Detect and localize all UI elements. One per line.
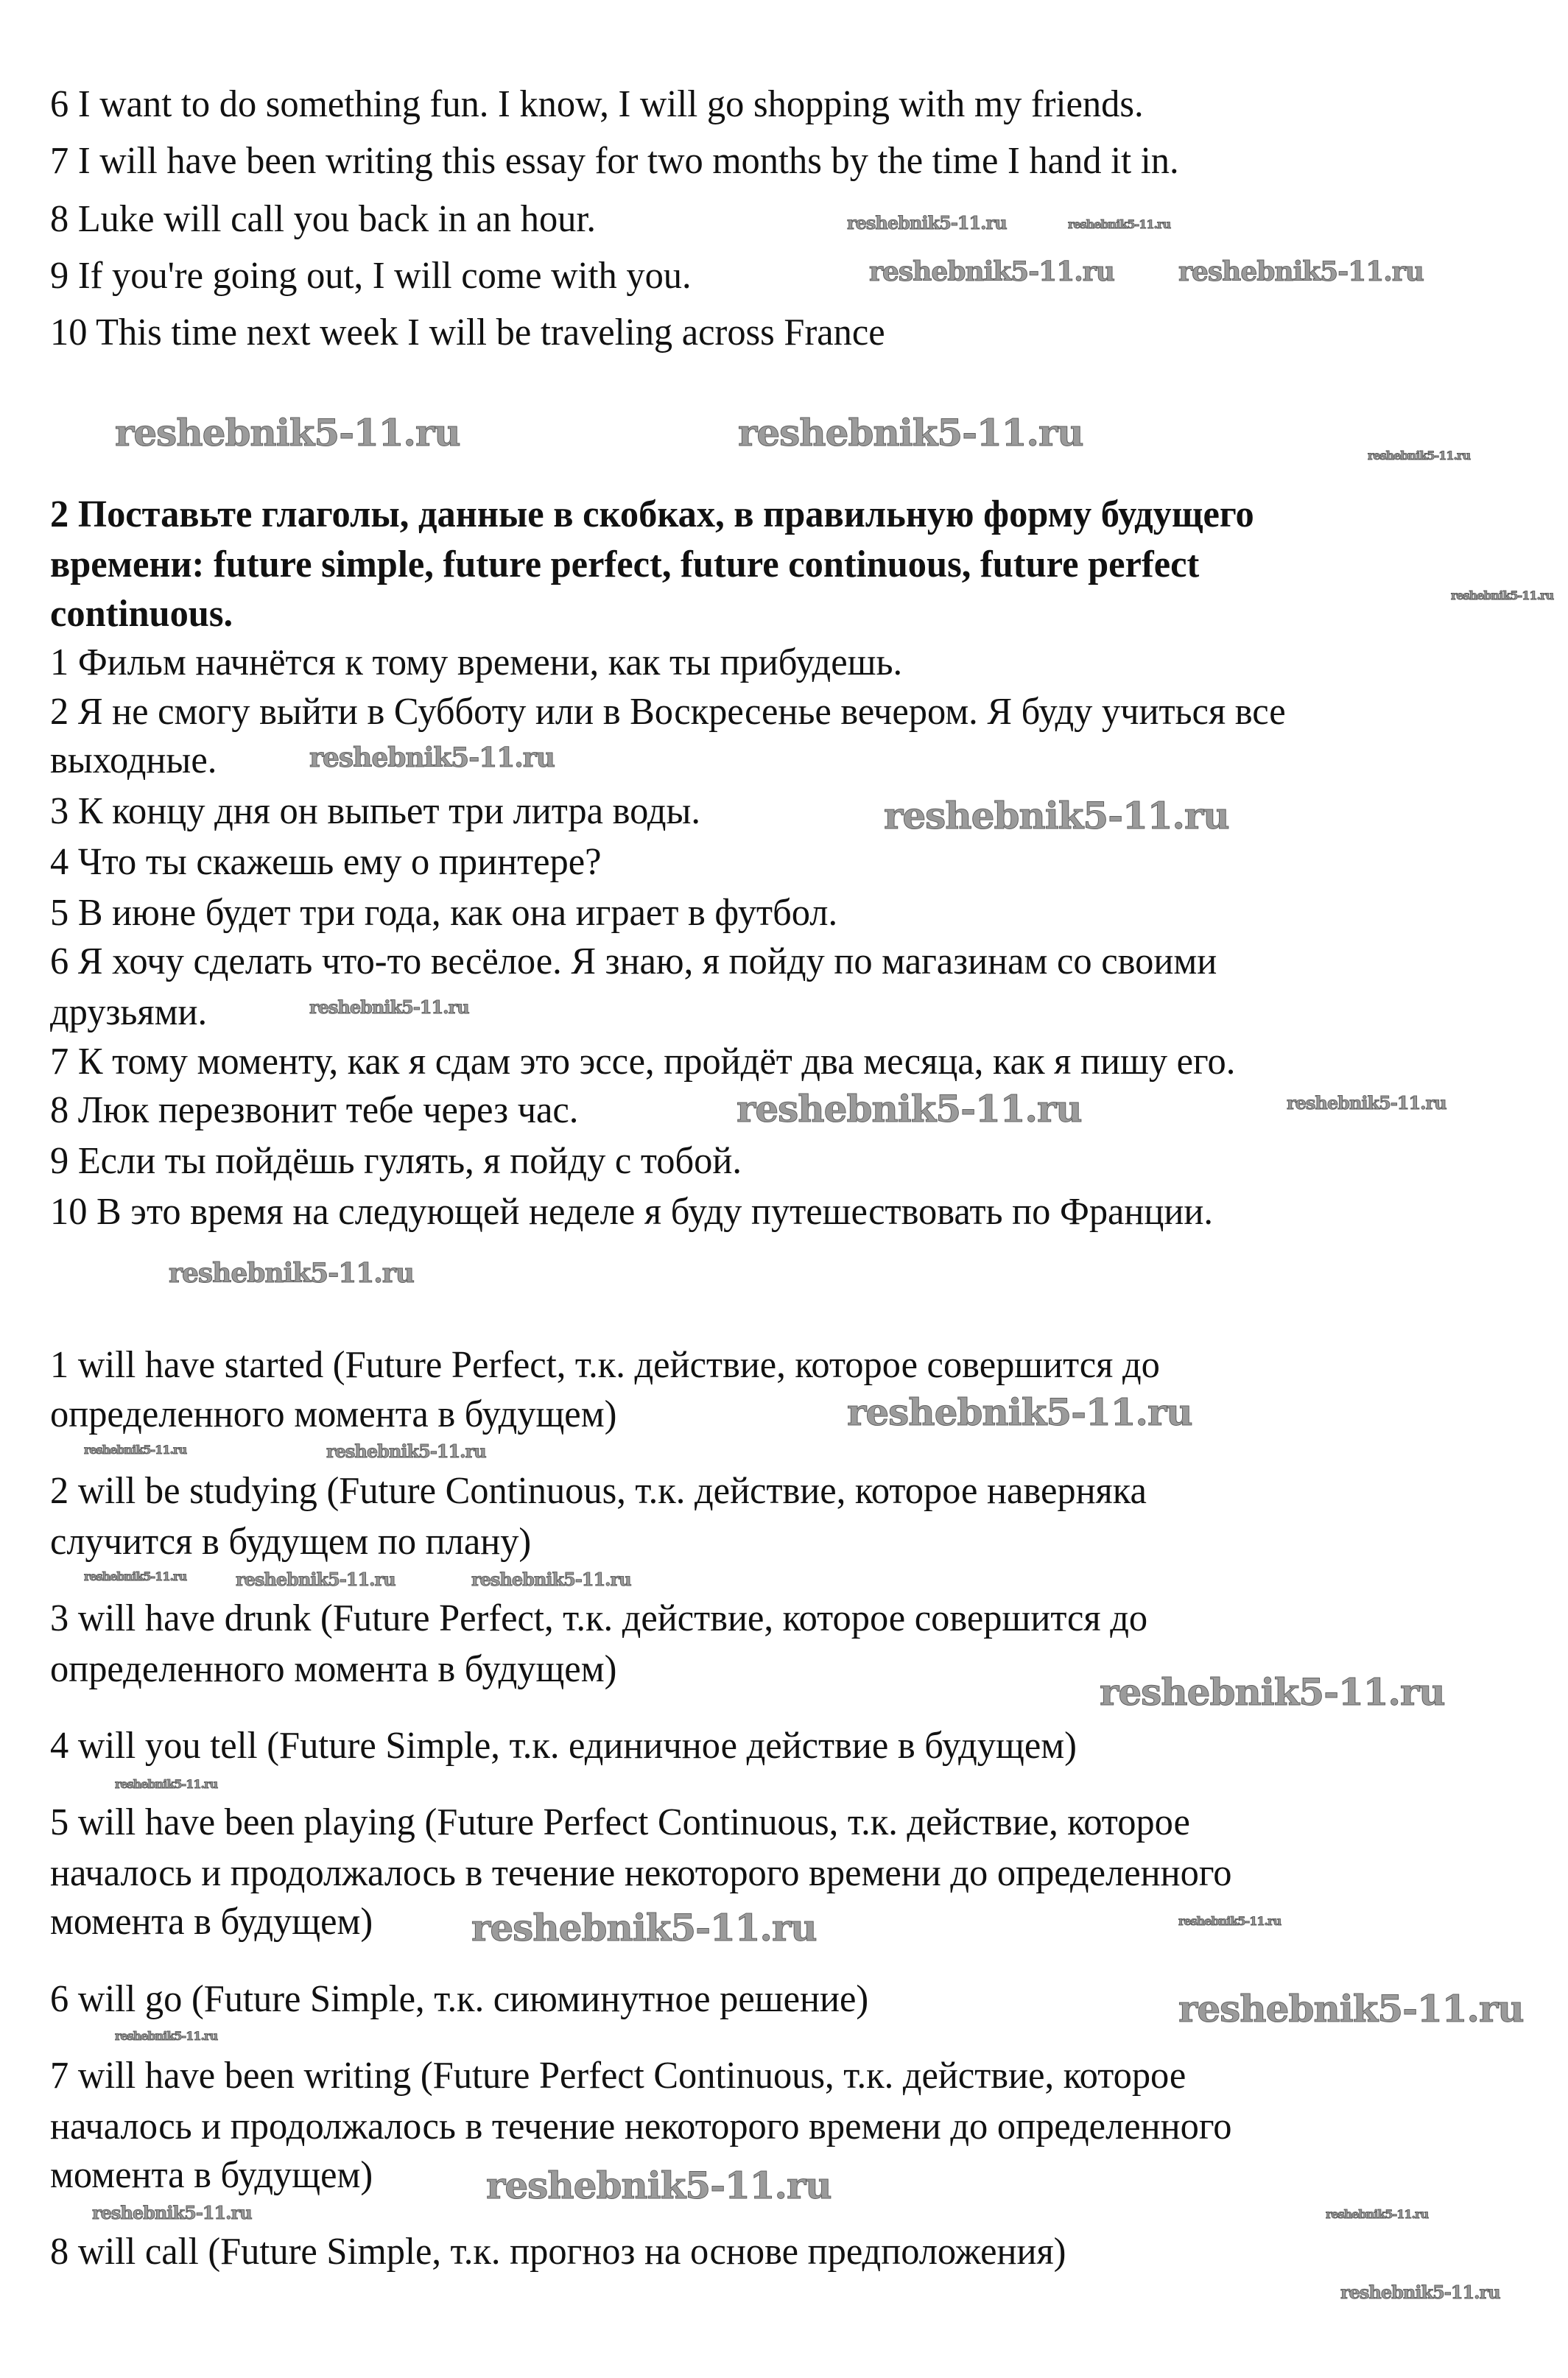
task-line: 1 Фильм начнётся к тому времени, как ты прибудешь.: [50, 641, 903, 683]
sentence-line: 6 I want to do something fun. I know, I will go shopping with my friends.: [50, 83, 1144, 125]
answer-line: случится в будущем по плану): [50, 1521, 532, 1563]
answer-line: определенного момента в будущем): [50, 1393, 617, 1435]
answer-line: 2 will be studying (Future Continuous, т.к. действие, которое наверняка: [50, 1470, 1147, 1512]
watermark: reshebnik5-11.ru: [847, 1390, 1192, 1434]
watermark: reshebnik5-11.ru: [309, 742, 555, 773]
task-line: 8 Люк перезвонит тебе через час.: [50, 1089, 579, 1131]
sentence-line: 10 This time next week I will be traveling across France: [50, 312, 885, 353]
watermark: reshebnik5-11.ru: [486, 2164, 832, 2207]
watermark: reshebnik5-11.ru: [1178, 256, 1424, 287]
answer-line: 3 will have drunk (Future Perfect, т.к. действие, которое совершится до: [50, 1597, 1148, 1639]
watermark: reshebnik5-11.ru: [1178, 1914, 1282, 1928]
watermark: reshebnik5-11.ru: [236, 1569, 395, 1590]
answer-line: 4 will you tell (Future Simple, т.к. единичное действие в будущем): [50, 1725, 1077, 1767]
watermark: reshebnik5-11.ru: [1326, 2207, 1429, 2221]
task-heading: 2 Поставьте глаголы, данные в скобках, в правильную форму будущего: [50, 493, 1254, 535]
watermark: reshebnik5-11.ru: [115, 1777, 218, 1791]
task-heading: continuous.: [50, 593, 233, 635]
task-line: 4 Что ты скажешь ему о принтере?: [50, 841, 602, 883]
watermark: reshebnik5-11.ru: [92, 2202, 252, 2223]
watermark: reshebnik5-11.ru: [1100, 1670, 1445, 1714]
task-line: 2 Я не смогу выйти в Субботу или в Воскресенье вечером. Я буду учиться все: [50, 691, 1286, 733]
sentence-line: 7 I will have been writing this essay for two months by the time I hand it in.: [50, 140, 1179, 182]
task-line: 3 К концу дня он выпьет три литра воды.: [50, 790, 701, 832]
answer-line: 1 will have started (Future Perfect, т.к. действие, которое совершится до: [50, 1344, 1160, 1386]
watermark: reshebnik5-11.ru: [326, 1440, 486, 1462]
watermark: reshebnik5-11.ru: [847, 212, 1007, 233]
watermark: reshebnik5-11.ru: [1068, 217, 1171, 231]
task-heading: времени: future simple, future perfect, future continuous, future perfect: [50, 544, 1200, 585]
answer-line: 5 will have been playing (Future Perfect Continuous, т.к. действие, которое: [50, 1801, 1190, 1843]
watermark: reshebnik5-11.ru: [736, 1087, 1082, 1130]
task-line: 10 В это время на следующей неделе я буду путешествовать по Франции.: [50, 1191, 1214, 1233]
sentence-line: 8 Luke will call you back in an hour.: [50, 198, 597, 240]
watermark: reshebnik5-11.ru: [471, 1569, 631, 1590]
watermark: reshebnik5-11.ru: [309, 996, 469, 1018]
answer-line: 8 will call (Future Simple, т.к. прогноз на основе предположения): [50, 2231, 1066, 2273]
answer-line: момента в будущем): [50, 2154, 373, 2196]
task-line: 7 К тому моменту, как я сдам это эссе, пройдёт два месяца, как я пишу его.: [50, 1041, 1236, 1083]
watermark: reshebnik5-11.ru: [84, 1569, 187, 1583]
answer-line: 6 will go (Future Simple, т.к. сиюминутное решение): [50, 1978, 869, 2020]
watermark: reshebnik5-11.ru: [1287, 1092, 1446, 1114]
watermark: reshebnik5-11.ru: [869, 256, 1114, 287]
watermark: reshebnik5-11.ru: [1340, 2282, 1500, 2303]
watermark: reshebnik5-11.ru: [471, 1906, 817, 1949]
watermark: reshebnik5-11.ru: [169, 1258, 414, 1289]
task-line: 6 Я хочу сделать что-то весёлое. Я знаю, я пойду по магазинам со своими: [50, 940, 1217, 982]
watermark: reshebnik5-11.ru: [115, 2029, 218, 2043]
watermark: reshebnik5-11.ru: [84, 1443, 187, 1457]
watermark: reshebnik5-11.ru: [115, 411, 460, 454]
task-line: выходные.: [50, 739, 217, 781]
watermark: reshebnik5-11.ru: [884, 794, 1229, 837]
watermark: reshebnik5-11.ru: [738, 411, 1083, 454]
task-line: 5 В июне будет три года, как она играет в футбол.: [50, 892, 838, 934]
task-line: друзьями.: [50, 991, 208, 1033]
watermark: reshebnik5-11.ru: [1451, 588, 1554, 602]
watermark: reshebnik5-11.ru: [1178, 1987, 1524, 2030]
sentence-line: 9 If you're going out, I will come with you.: [50, 255, 692, 297]
answer-line: определенного момента в будущем): [50, 1648, 617, 1690]
answer-line: началось и продолжалось в течение некоторого времени до определенного: [50, 2106, 1232, 2147]
answer-line: 7 will have been writing (Future Perfect Continuous, т.к. действие, которое: [50, 2055, 1186, 2097]
answer-line: началось и продолжалось в течение некоторого времени до определенного: [50, 1852, 1232, 1894]
answer-line: момента в будущем): [50, 1901, 373, 1943]
watermark: reshebnik5-11.ru: [1368, 448, 1471, 462]
task-line: 9 Если ты пойдёшь гулять, я пойду с тобой.: [50, 1140, 742, 1182]
